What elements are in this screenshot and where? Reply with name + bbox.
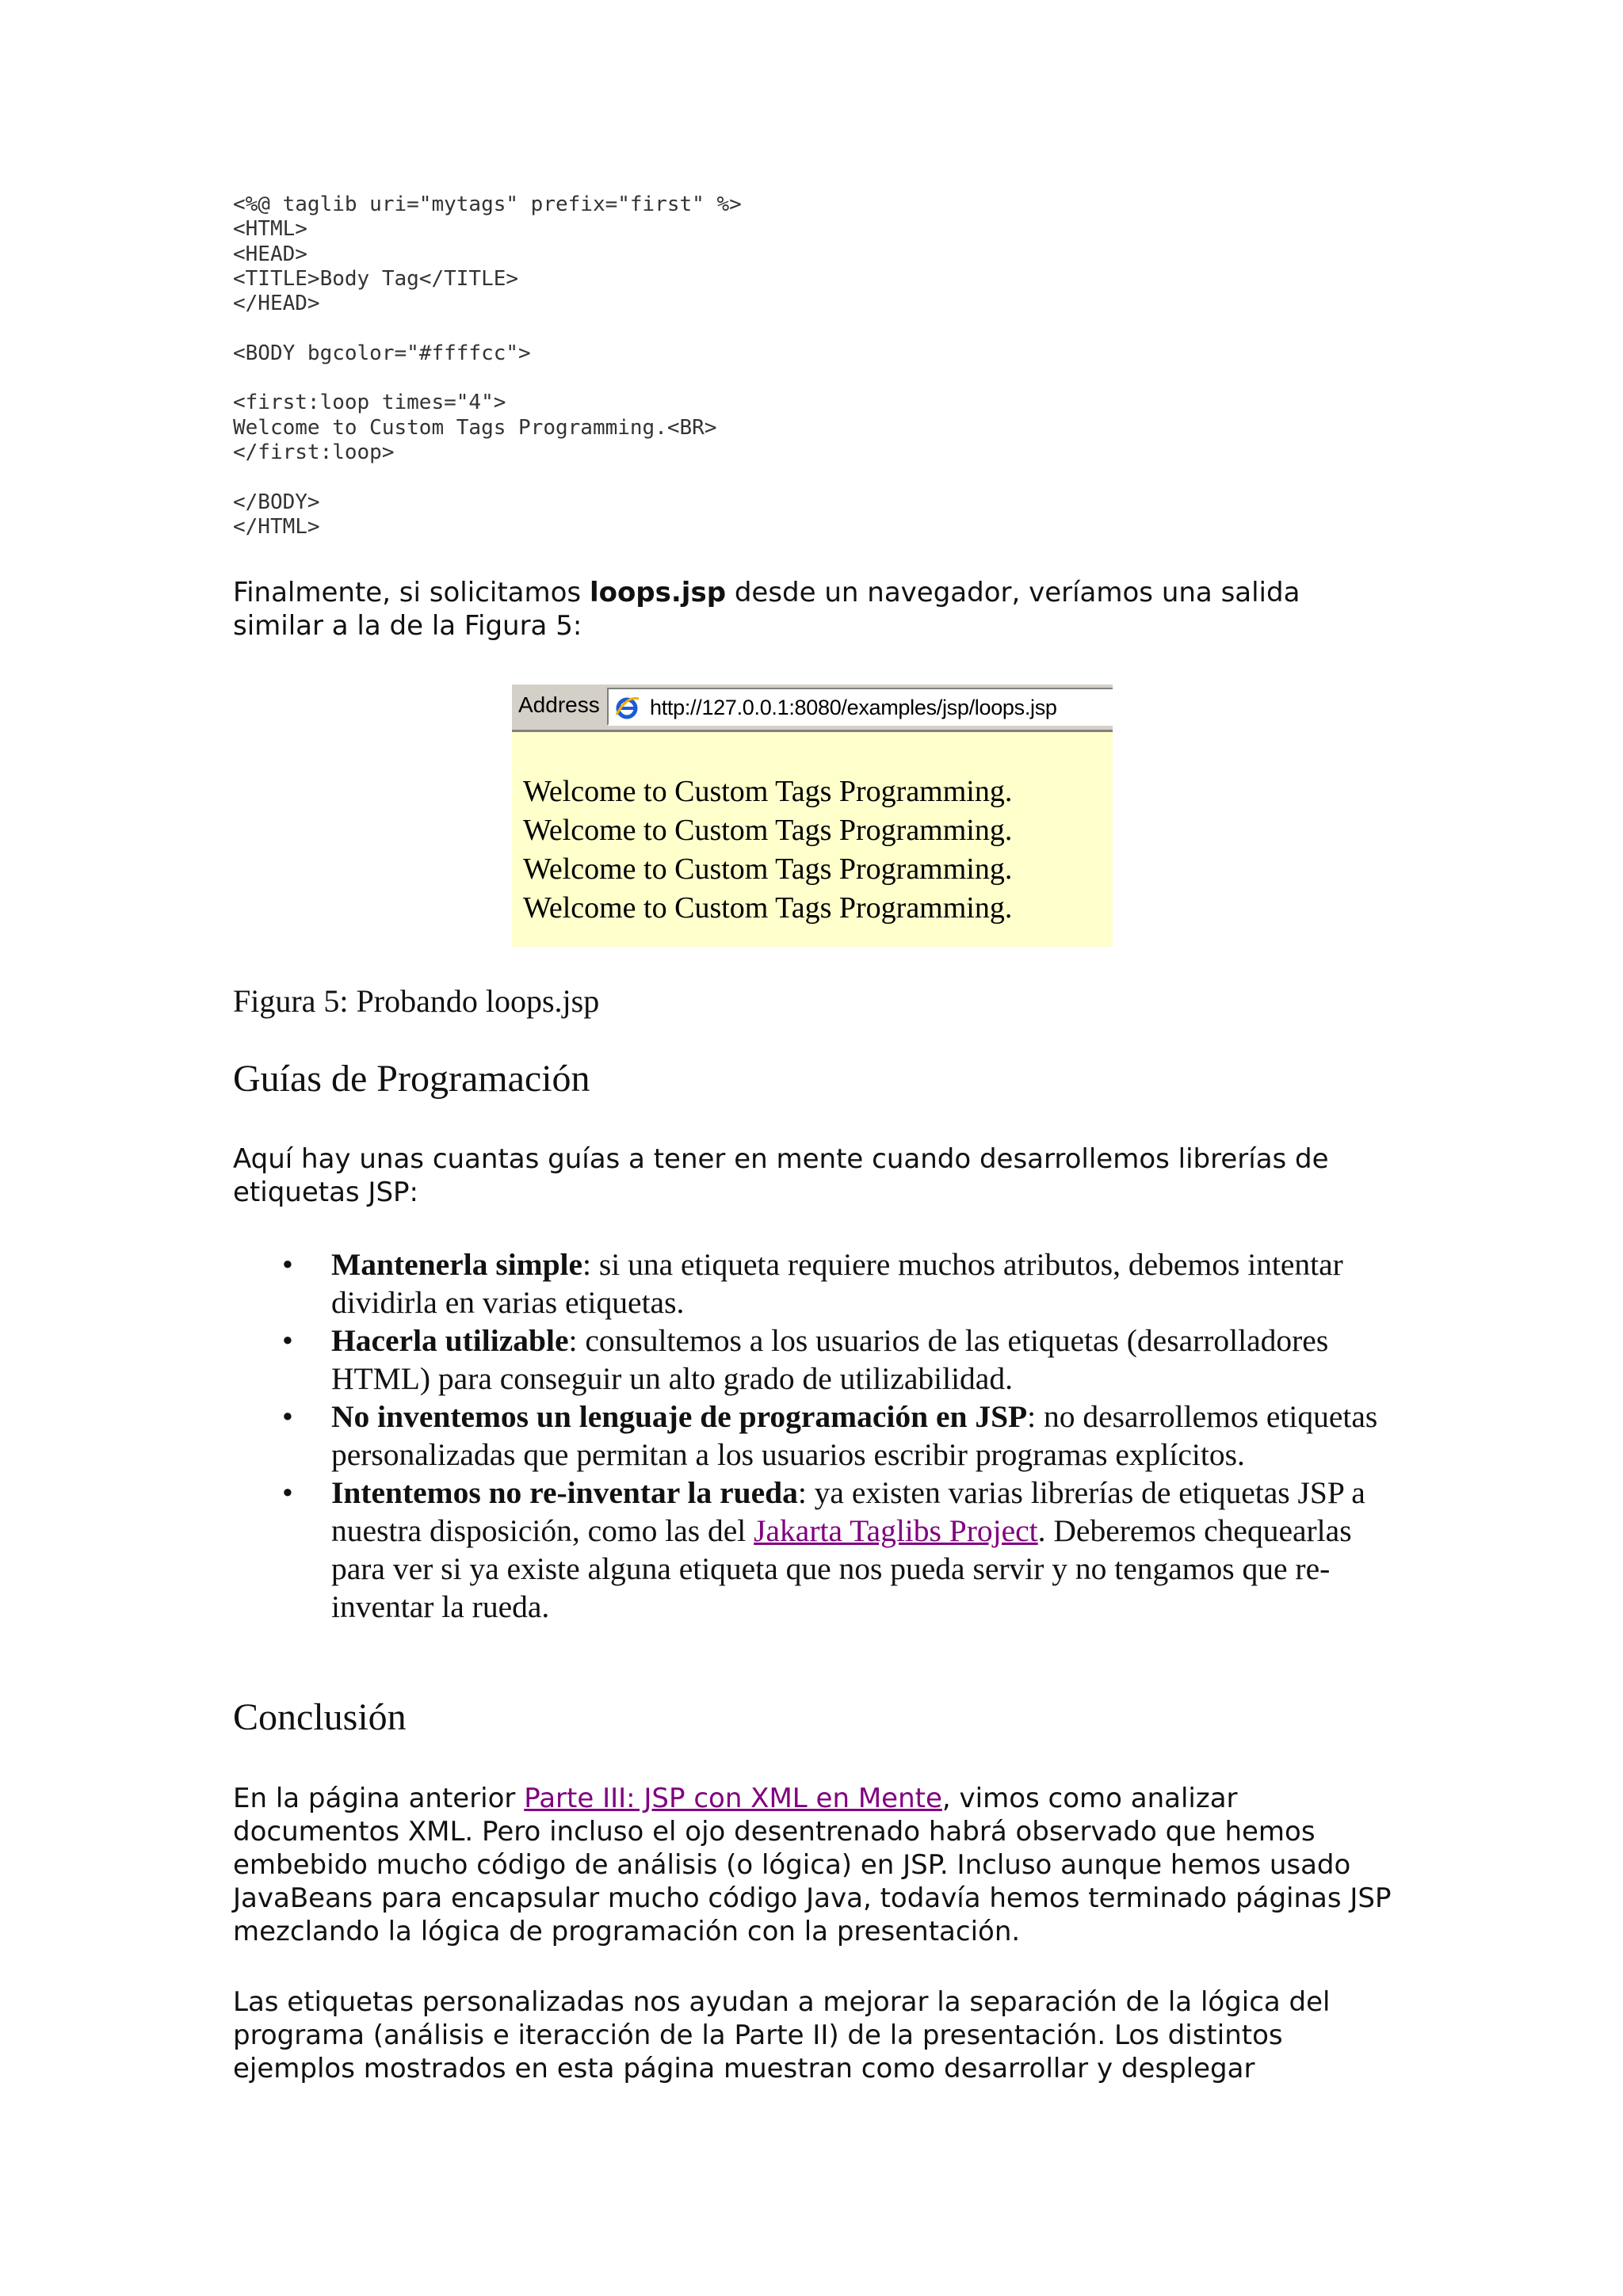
code-line: <BODY bgcolor="#ffffcc"> <box>233 341 531 365</box>
code-line: </first:loop> <box>233 440 395 464</box>
conclusion-paragraph: En la página anterior Parte III: JSP con XML en Mente, vimos como analizar documentos XML. Pero incluso el ojo desentrenado habrá observado que hemos embebido mucho código de análisis (o lógica) en JSP. Incluso aunque hemos usado JavaBeans para encapsular mucho código Java, todavía hemos terminado páginas JSP mezclando la lógica de programación con la presentación. <box>233 1783 1392 1947</box>
section-heading: Conclusión <box>233 1696 407 1738</box>
list-item: • Mantenerla simple: si una etiqueta requiere muchos atributos, debemos intentar dividirla en varias etiquetas. <box>282 1247 1343 1320</box>
section-intro-paragraph: Aquí hay unas cuantas guías a tener en mente cuando desarrollemos librerías de etiquetas JSP: <box>233 1143 1329 1208</box>
list-item: • No inventemos un lenguaje de programación en JSP: no desarrollemos etiquetas personalizadas que permitan a los usuarios escribir programas explícitos. <box>282 1399 1378 1472</box>
code-line: <TITLE>Body Tag</TITLE> <box>233 266 519 291</box>
address-bar <box>607 688 1113 726</box>
output-line: Welcome to Custom Tags Programming. <box>523 814 1013 847</box>
address-toolbar <box>512 683 1113 732</box>
code-line: <HTML> <box>233 217 307 242</box>
code-line: </HEAD> <box>233 292 320 316</box>
code-line: </HTML> <box>233 514 320 539</box>
browser-content <box>523 772 1012 928</box>
code-line: <%@ taglib uri="mytags" prefix="first" %> <box>233 193 742 216</box>
code-line: </BODY> <box>233 490 320 514</box>
section-heading: Guías de Programación <box>233 1058 590 1100</box>
ie-icon <box>613 694 640 721</box>
output-line: Welcome to Custom Tags Programming. <box>523 852 1013 886</box>
address-label: Address <box>518 692 600 717</box>
address-url: http://127.0.0.1:8080/examples/jsp/loops.jsp <box>650 696 1057 719</box>
guidelines-list <box>233 1245 1398 1626</box>
code-listing <box>233 193 742 540</box>
conclusion-paragraph-2: Las etiquetas personalizadas nos ayudan a mejorar la separación de la lógica del programa (análisis e iteracción de la Parte II) de la presentación. Los distintos ejemplos mostrados en esta página muestran como desarrollar y desplegar <box>233 1986 1331 2084</box>
intro-paragraph: Finalmente, si solicitamos loops.jsp desde un navegador, veríamos una salida similar a la de la Figura 5: <box>233 577 1300 642</box>
figure-caption: Figura 5: Probando loops.jsp <box>233 983 600 1019</box>
output-line: Welcome to Custom Tags Programming. <box>523 775 1013 808</box>
filename-bold: loops.jsp <box>589 577 727 608</box>
code-line: Welcome to Custom Tags Programming.<BR> <box>233 415 717 440</box>
bullet-icon: • <box>282 1247 293 1282</box>
bullet-icon: • <box>282 1323 293 1358</box>
bullet-icon: • <box>282 1399 293 1434</box>
list-item: • Intentemos no re-inventar la rueda: ya existen varias librerías de etiquetas JSP a nuestra disposición, como las del Jakarta Taglibs Project. Deberemos chequearlas para ver si ya existe alguna etiqueta que nos pueda servir y no tengamos que re-inventar la rueda. <box>282 1475 1365 1624</box>
output-line: Welcome to Custom Tags Programming. <box>523 891 1013 925</box>
code-line: <first:loop times="4"> <box>233 391 506 415</box>
part-three-link[interactable]: Parte III: JSP con XML en Mente <box>524 1783 942 1814</box>
jakarta-taglibs-link[interactable]: Jakarta Taglibs Project <box>754 1513 1038 1548</box>
code-line: <HEAD> <box>233 242 307 266</box>
bullet-icon: • <box>282 1475 293 1510</box>
list-item: • Hacerla utilizable: consultemos a los usuarios de las etiquetas (desarrolladores HTML) para conseguir un alto grado de utilizabilidad. <box>282 1323 1329 1396</box>
browser-screenshot-figure <box>512 683 1113 947</box>
